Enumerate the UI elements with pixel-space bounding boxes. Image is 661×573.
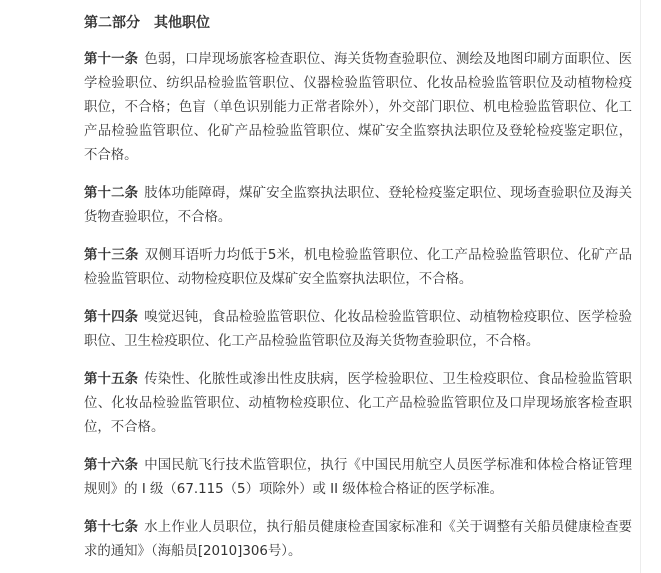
article-16: [84, 454, 632, 502]
article-text: 双侧耳语听力均低于5米，机电检验监管职位、化工产品检验监管职位、化矿产品检验监管职位、动物检疫职位及煤矿安全监察执法职位，不合格。: [84, 248, 632, 287]
article-12: [84, 182, 632, 230]
article-text: 水上作业人员职位，执行船员健康检查国家标准和《关于调整有关船员健康检查要求的通知》（海船员[2010]306号）。: [84, 520, 632, 559]
section-title: 第二部分 其他职位: [84, 15, 210, 31]
article-11: [84, 48, 632, 168]
article-number: 第十六条: [84, 458, 139, 473]
document-body: [84, 12, 632, 573]
article-text: 色弱，口岸现场旅客检查职位、海关货物查验职位、测绘及地图印刷方面职位、医学检验职位、纺织品检验监管职位、仪器检验监管职位、化妆品检验监管职位及动植物检疫职位，不合格；色盲（单色识别能力正常者除外），外交部门职位、机电检验监管职位、化工产品检验监管职位、化矿产品检验监管职位、煤矿安全监察执法职位及登轮检疫鉴定职位，不合格。: [84, 52, 632, 163]
article-14: [84, 306, 632, 354]
article-text: 嗅觉迟钝，食品检验监管职位、化妆品检验监管职位、动植物检疫职位、医学检验职位、卫生检疫职位、化工产品检验监管职位及海关货物查验职位，不合格。: [84, 310, 632, 349]
article-text: 传染性、化脓性或渗出性皮肤病，医学检验职位、卫生检疫职位、食品检验监管职位、化妆品检验监管职位、动植物检疫职位、化工产品检验监管职位及口岸现场旅客检查职位，不合格。: [84, 372, 632, 435]
article-15: [84, 368, 632, 440]
article-number: 第十七条: [84, 520, 139, 535]
article-17: [84, 516, 632, 564]
article-13: [84, 244, 632, 292]
article-text: 肢体功能障碍，煤矿安全监察执法职位、登轮检疫鉴定职位、现场查验职位及海关货物查验职位，不合格。: [84, 186, 632, 225]
page-edge-divider: [640, 0, 661, 573]
article-number: 第十二条: [84, 186, 139, 201]
article-number: 第十四条: [84, 310, 139, 325]
article-number: 第十一条: [84, 52, 139, 67]
article-text: 中国民航飞行技术监管职位，执行《中国民用航空人员医学标准和体检合格证管理规则》的 I 级（67.115（5）项除外）或 II 级体检合格证的医学标准。: [84, 458, 632, 497]
article-number: 第十三条: [84, 248, 139, 263]
article-number: 第十五条: [84, 372, 139, 387]
